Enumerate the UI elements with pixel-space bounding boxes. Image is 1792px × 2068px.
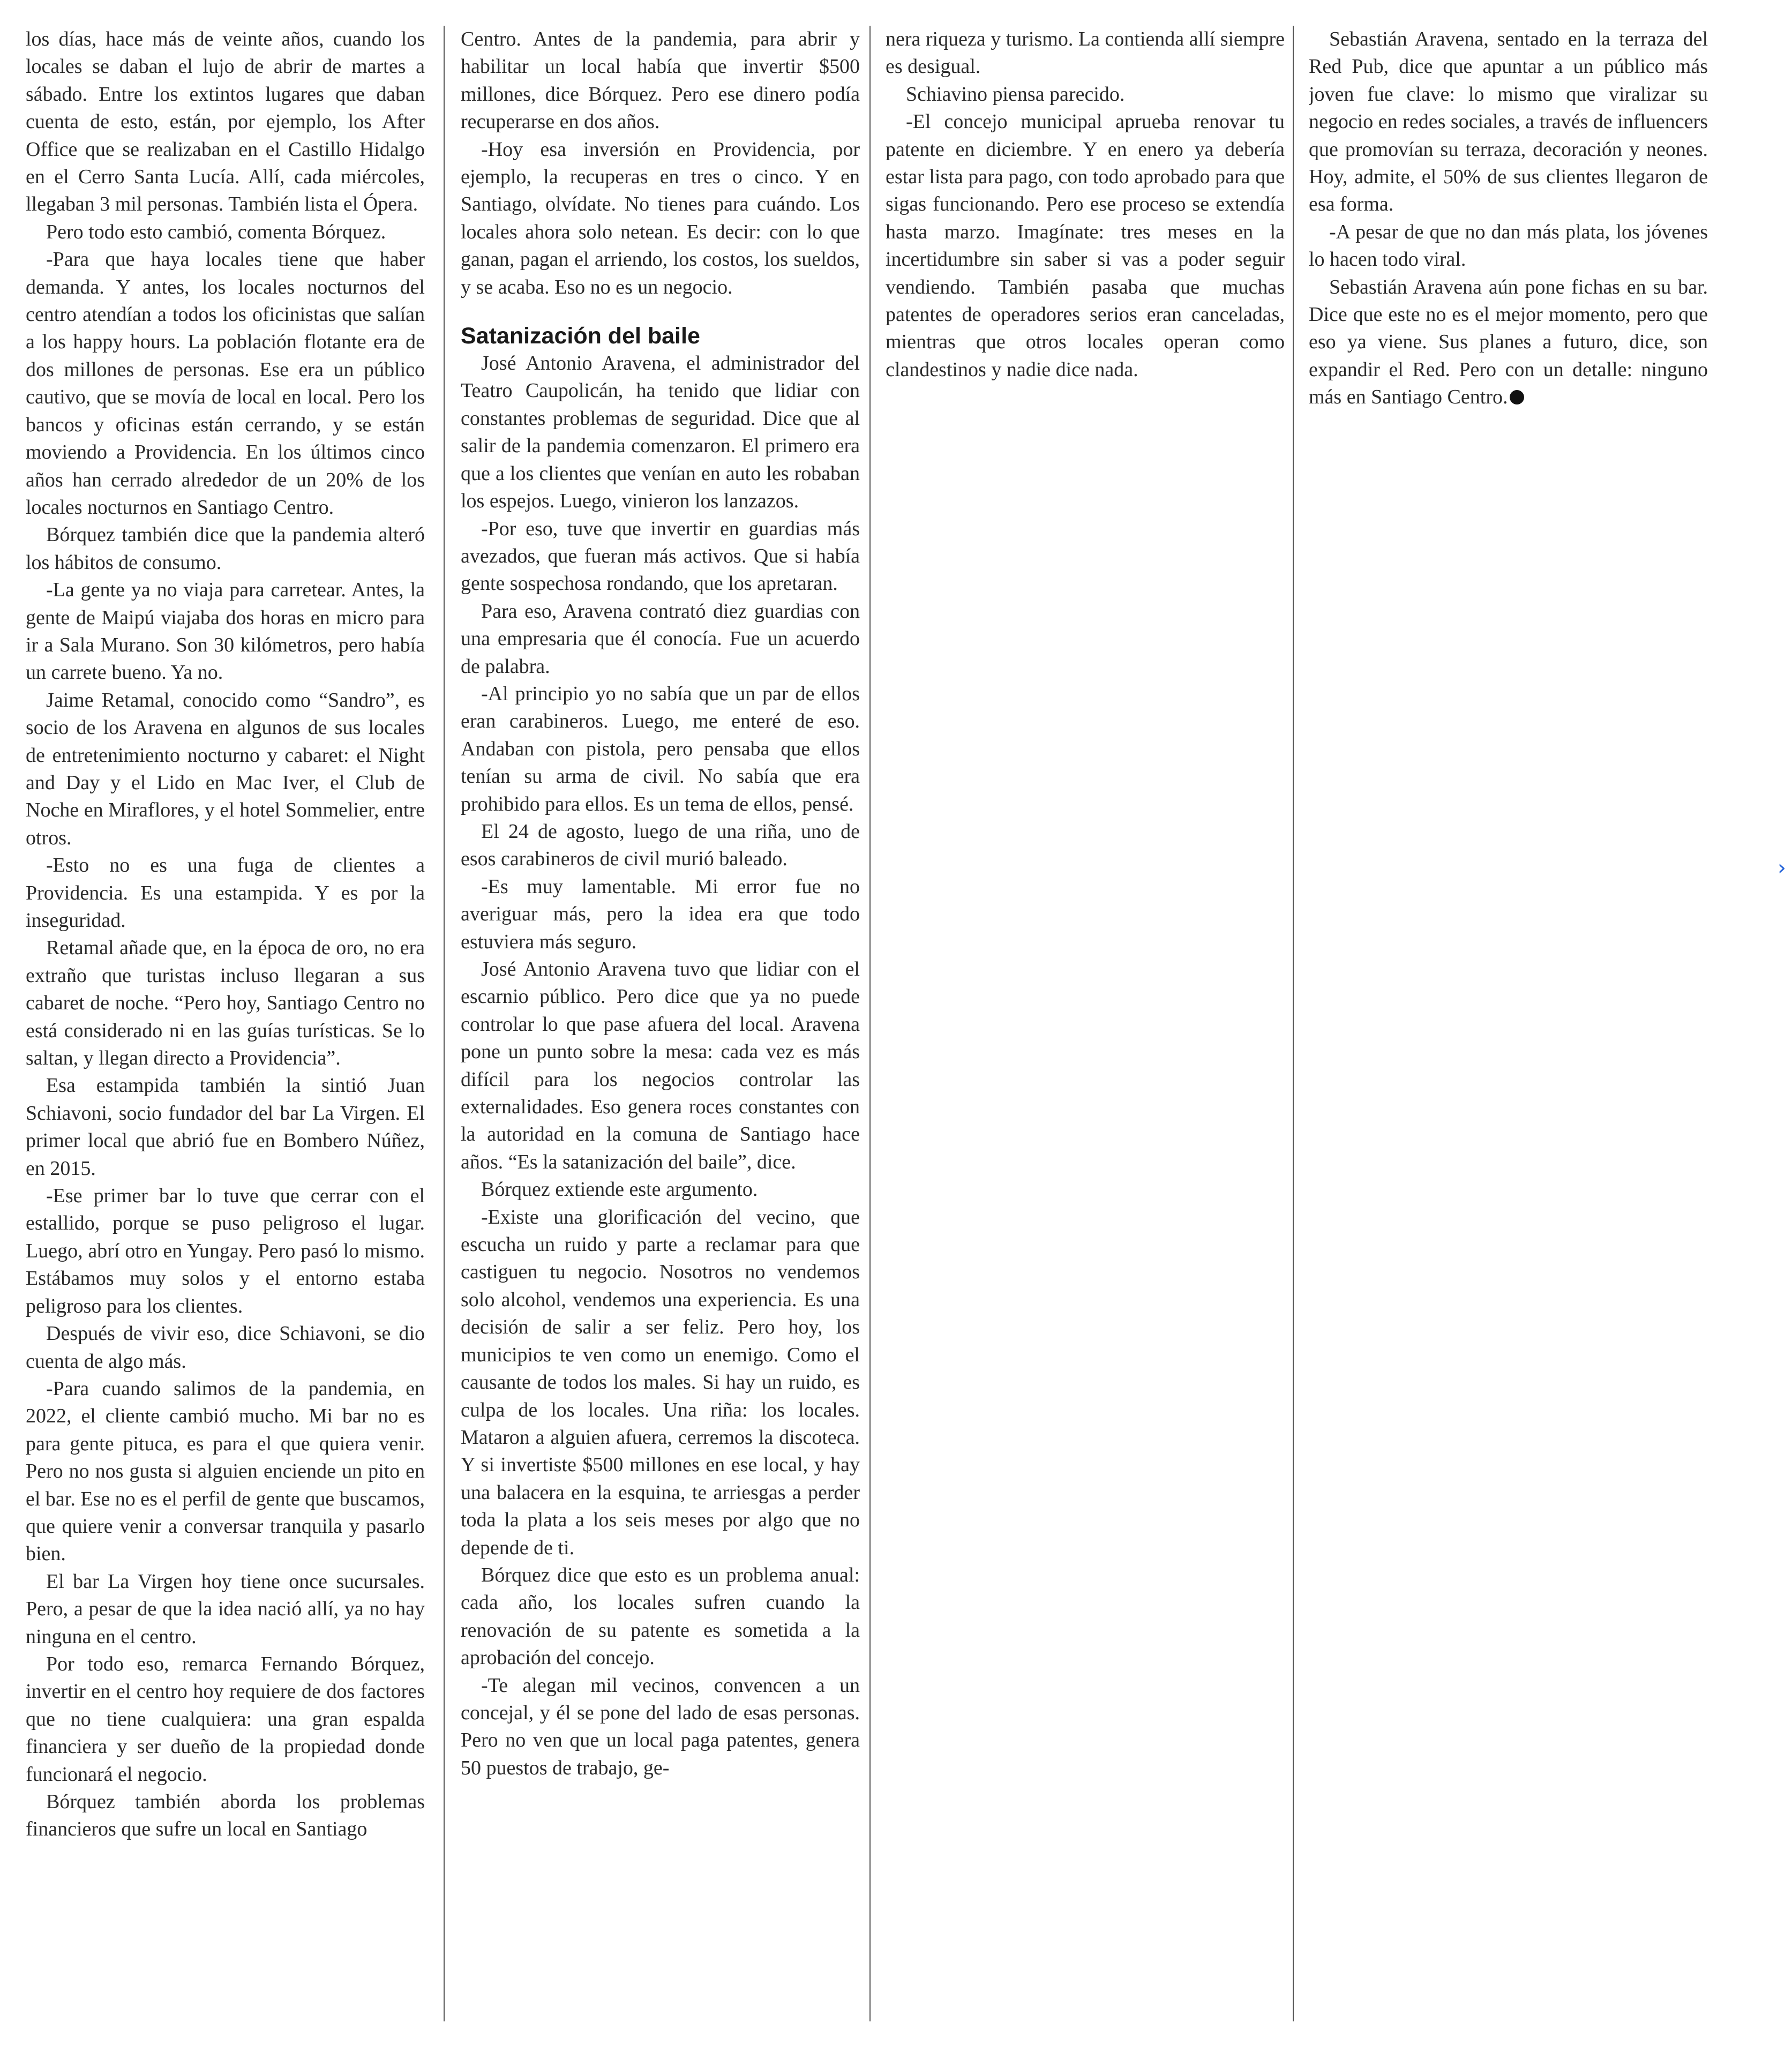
paragraph: Por todo eso, remarca Fernando Bórquez, invertir en el centro hoy requiere de dos factores que no tiene cualquiera: una gran espalda financiera y ser dueño de la propiedad donde funcionará el negocio. [26, 1652, 425, 1786]
paragraph: los días, hace más de veinte años, cuando los locales se daban el lujo de abrir de martes a sábado. Entre los extintos lugares que daban cuenta de esto, están, por ejemplo, los After Office que se realizaban en el Castillo Hidalgo en el Cerro Santa Lucía. Allí, cada miércoles, llegaban 3 mil personas. También lista el Ópera. [26, 28, 425, 216]
paragraph: -Ese primer bar lo tuve que cerrar con el estallido, porque se puso peligroso el lugar. Luego, abrí otro en Yungay. Pero pasó lo mismo. Estábamos muy solos y el entorno estaba peligroso para los clientes. [26, 1185, 425, 1317]
article-column-1 [26, 26, 425, 2024]
paragraph: Bórquez también aborda los problemas financieros que sufre un local en Santiago [26, 1790, 425, 1841]
paragraph: -Por eso, tuve que invertir en guardias más avezados, que fueran más activos. Que si había gente sospechosa rondando, que los apretaran. [461, 517, 860, 595]
paragraph: -El concejo municipal aprueba renovar tu patente en diciembre. Y en enero ya debería estar lista para pago, con todo aprobado para que sigas funcionando. Pero ese proceso se extendía hasta marzo. Imagínate: tres meses en la incertidumbre sin saber si vas a poder seguir vendiendo. También pasaba que muchas patentes de operadores serios eran canceladas, mientras que otros locales operan como clandestinos y nadie dice nada. [886, 110, 1285, 381]
paragraph: -Es muy lamentable. Mi error fue no averiguar más, pero la idea era que todo estuviera más seguro. [461, 875, 860, 953]
paragraph: -Existe una glorificación del vecino, que escucha un ruido y parte a reclamar para que castiguen tu negocio. Nosotros no vendemos solo alcohol, vendemos una experiencia. Es una decisión de salir a ser feliz. Pero hoy, los municipios te ven como un enemigo. Como el causante de todos los males. Si hay un ruido, es culpa de los locales. Una riña: los locales. Mataron a alguien afuera, cerremos la discoteca. Y si invertiste $500 millones en ese local, y hay una balacera en la esquina, te arriesgas a perder toda la plata a los seis meses por algo que no depende de ti. [461, 1205, 860, 1559]
paragraph: -Al principio yo no sabía que un par de ellos eran carabineros. Luego, me enteré de eso. Andaban con pistola, pero pensaba que ellos tenían su arma de civil. No sabía que era prohibido para ellos. Es un tema de ellos, pensé. [461, 682, 860, 815]
paragraph: Jaime Retamal, conocido como “Sandro”, es socio de los Aravena en algunos de sus locales de entretenimiento nocturno y cabaret: el Night and Day y el Lido en Mac Iver, el Club de Noche en Miraflores, y el hotel Sommelier, entre otros. [26, 688, 425, 849]
paragraph: Retamal añade que, en la época de oro, no era extraño que turistas incluso llegaran a sus cabaret de noche. “Pero hoy, Santiago Centro no está considerado ni en las guías turísticas. Se lo saltan, y llegan directo a Providencia”. [26, 936, 425, 1070]
paragraph: -Para cuando salimos de la pandemia, en 2022, el cliente cambió mucho. Mi bar no es para gente pituca, es para el que quiera venir. Pero no nos gusta si alguien enciende un pito en el bar. Ese no es el perfil de gente que buscamos, que quiere venir a conversar tranquila y pasarlo bien. [26, 1377, 425, 1565]
paragraph: Bórquez extiende este argumento. [481, 1178, 758, 1201]
paragraph: El bar La Virgen hoy tiene once sucursales. Pero, a pesar de que la idea nació allí, ya no hay ninguna en el centro. [26, 1570, 425, 1648]
section-subhead: Satanización del baile [461, 323, 700, 349]
next-page-arrow-icon[interactable]: › [1778, 856, 1786, 880]
paragraph: Después de vivir eso, dice Schiavoni, se dio cuenta de algo más. [26, 1322, 425, 1373]
paragraph: Bórquez dice que esto es un problema anual: cada año, los locales sufren cuando la renovación de su patente es sometida a la aprobación del concejo. [461, 1563, 860, 1669]
paragraph: El 24 de agosto, luego de una riña, uno de esos carabineros de civil murió baleado. [461, 820, 860, 871]
article-column-4 [1309, 26, 1708, 2024]
paragraph: -La gente ya no viaja para carretear. Antes, la gente de Maipú viajaba dos horas en micro para ir a Sala Murano. Son 30 kilómetros, pero había un carrete bueno. Ya no. [26, 579, 425, 684]
column-rule [444, 26, 445, 2021]
paragraph: nera riqueza y turismo. La contienda allí siempre es desigual. [886, 28, 1285, 78]
paragraph: Schiavino piensa parecido. [906, 83, 1125, 106]
paragraph: José Antonio Aravena, el administrador del Teatro Caupolicán, ha tenido que lidiar con constantes problemas de seguridad. Dice que al salir de la pandemia comenzaron. El primero era que a los clientes que venían en auto les robaban los espejos. Luego, vinieron los lanzazos. [461, 352, 860, 513]
end-of-article-dot-icon [1510, 390, 1524, 404]
paragraph: -Esto no es una fuga de clientes a Providencia. Es una estampida. Y es por la inseguridad. [26, 854, 425, 932]
column-rule [869, 26, 871, 2021]
newspaper-page [26, 26, 1708, 2024]
paragraph: José Antonio Aravena tuvo que lidiar con el escarnio público. Pero dice que ya no puede controlar lo que pase afuera del local. Aravena pone un punto sobre la mesa: cada vez es más difícil para los negocios controlar las externalidades. Eso genera roces constantes con la autoridad en la comuna de Santiago hace años. “Es la satanización del baile”, dice. [461, 958, 860, 1173]
article-column-3 [886, 26, 1285, 2024]
paragraph: -Hoy esa inversión en Providencia, por ejemplo, la recuperas en tres o cinco. Y en Santiago, olvídate. No tienes para cuándo. Los locales ahora solo netean. Es decir: con lo que ganan, pagan el arriendo, los costos, los sueldos, y se acaba. Eso no es un negocio. [461, 138, 860, 298]
paragraph: Centro. Antes de la pandemia, para abrir y habilitar un local había que invertir $500 millones, dice Bórquez. Pero ese dinero podía recuperarse en dos años. [461, 28, 860, 133]
paragraph: -Te alegan mil vecinos, convencen a un concejal, y él se pone del lado de esas personas. Pero no ven que un local paga patentes, genera 50 puestos de trabajo, ge- [461, 1674, 860, 1779]
paragraph: Esa estampida también la sintió Juan Schiavoni, socio fundador del bar La Virgen. El primer local que abrió fue en Bombero Núñez, en 2015. [26, 1074, 425, 1180]
paragraph: -A pesar de que no dan más plata, los jóvenes lo hacen todo viral. [1309, 220, 1708, 271]
paragraph: -Para que haya locales tiene que haber demanda. Y antes, los locales nocturnos del centro atendían a todos los oficinistas que salían a los happy hours. La población flotante era de dos millones de personas. Ese era un público cautivo, que se movía de local en local. Pero los bancos y oficinas están cerrando, y se están moviendo a Providencia. En los últimos cinco años han cerrado alrededor de un 20% de los locales nocturnos en Santiago Centro. [26, 248, 425, 519]
paragraph: Pero todo esto cambió, comenta Bórquez. [46, 220, 386, 243]
paragraph: Bórquez también dice que la pandemia alteró los hábitos de consumo. [26, 523, 425, 574]
paragraph: Sebastián Aravena, sentado en la terraza del Red Pub, dice que apuntar a un público más joven fue clave: lo mismo que viralizar su negocio en redes sociales, a través de influencers que promovían su terraza, decoración y neones. Hoy, admite, el 50% de sus clientes llegaron de esa forma. [1309, 28, 1708, 216]
paragraph-last [1309, 274, 1708, 411]
column-rule [1293, 26, 1294, 2021]
article-column-2 [461, 26, 860, 2024]
paragraph-text: Sebastián Aravena aún pone fichas en su bar. Dice que este no es el mejor momento, pero que eso ya viene. Sus planes a futuro, dice, son expandir el Red. Pero con un detalle: ninguno más en Santiago Centro. [1309, 275, 1708, 409]
paragraph: Para eso, Aravena contrató diez guardias con una empresaria que él conocía. Fue un acuerdo de palabra. [461, 600, 860, 678]
